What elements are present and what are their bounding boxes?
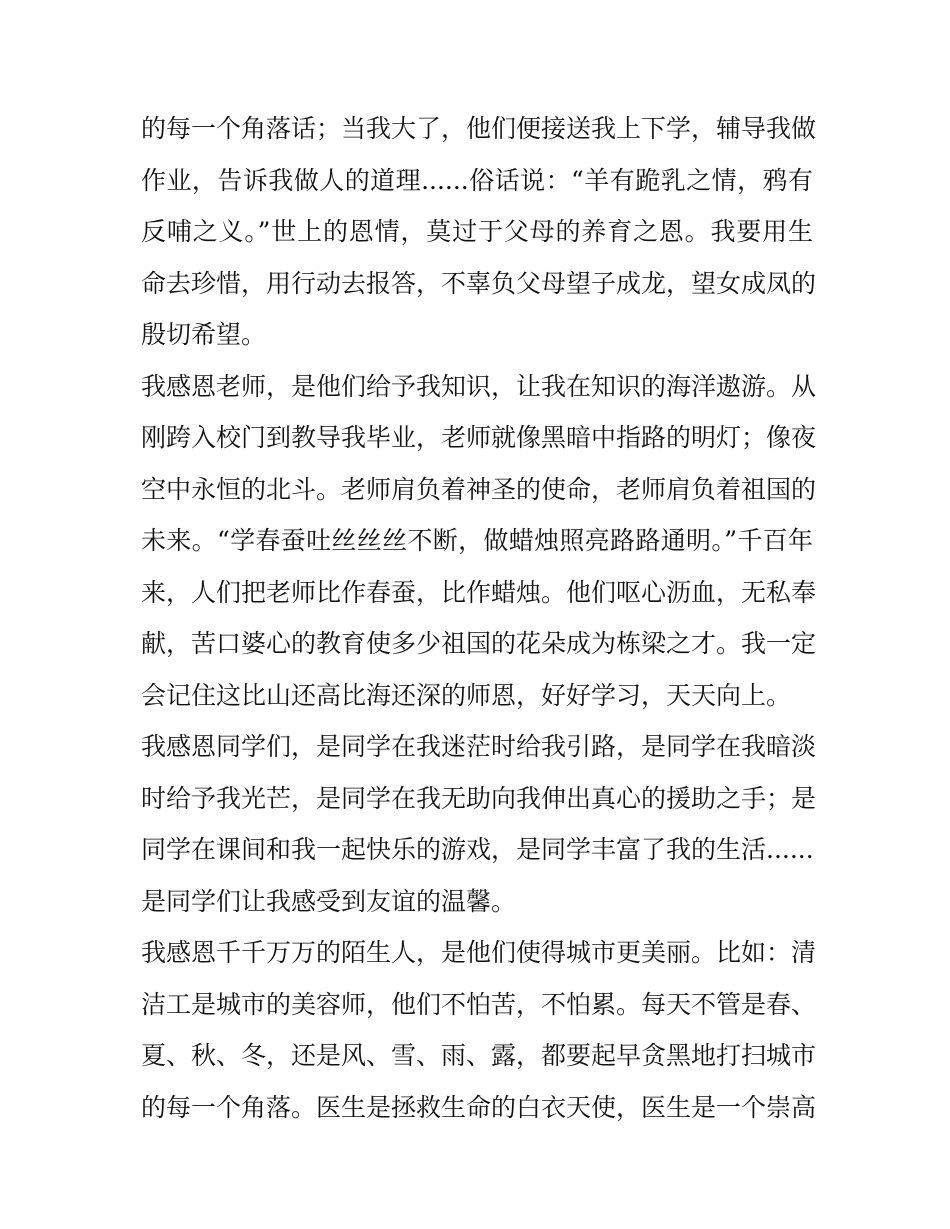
text-line: 来，人们把老师比作春蚕，比作蜡烛。他们呕心沥血，无私奉 bbox=[141, 577, 817, 607]
text-line: 空中永恒的北斗。老师肩负着神圣的使命，老师肩负着祖国的 bbox=[141, 474, 817, 504]
text-line: 刚跨入校门到教导我毕业，老师就像黑暗中指路的明灯；像夜 bbox=[141, 423, 817, 452]
text-line: 命去珍惜，用行动去报答，不辜负父母望子成龙，望女成凤的 bbox=[141, 268, 817, 298]
text-line: 我感恩千千万万的陌生人，是他们使得城市更美丽。比如：清 bbox=[141, 938, 817, 967]
text-line: 殷切希望。 bbox=[141, 320, 267, 349]
text-line: 是同学们让我感受到友谊的温馨。 bbox=[141, 886, 517, 916]
body-text bbox=[141, 103, 817, 1133]
text-line: 我感恩同学们，是同学在我迷茫时给我引路，是同学在我暗淡 bbox=[141, 732, 817, 761]
text-line: 献，苦口婆心的教育使多少祖国的花朵成为栋梁之才。我一定 bbox=[141, 629, 817, 658]
text-line: 同学在课间和我一起快乐的游戏，是同学丰富了我的生活...... bbox=[141, 835, 814, 864]
text-line: 会记住这比山还高比海还深的师恩，好好学习，天天向上。 bbox=[141, 680, 792, 710]
text-line: 夏、秋、冬，还是风、雪、雨、露，都要起早贪黑地打扫城市 bbox=[141, 1041, 817, 1070]
text-line: 洁工是城市的美容师，他们不怕苦，不怕累。每天不管是春、 bbox=[141, 989, 817, 1019]
text-line: 的每一个角落话；当我大了，他们便接送我上下学，辅导我做 bbox=[141, 114, 817, 143]
text-line: 作业，告诉我做人的道理......俗话说：“羊有跪乳之情，鸦有 bbox=[141, 165, 813, 195]
text-line: 我感恩老师，是他们给予我知识，让我在知识的海洋遨游。从 bbox=[141, 371, 817, 401]
text-line: 未来。“学春蚕吐丝丝丝不断，做蜡烛照亮路路通明。”千百年 bbox=[141, 526, 813, 555]
text-line: 的每一个角落。医生是拯救生命的白衣天使，医生是一个崇高 bbox=[141, 1092, 817, 1122]
text-line: 时给予我光芒，是同学在我无助向我伸出真心的援助之手；是 bbox=[141, 783, 817, 813]
text-line: 反哺之义。”世上的恩情，莫过于父母的养育之恩。我要用生 bbox=[141, 217, 813, 246]
